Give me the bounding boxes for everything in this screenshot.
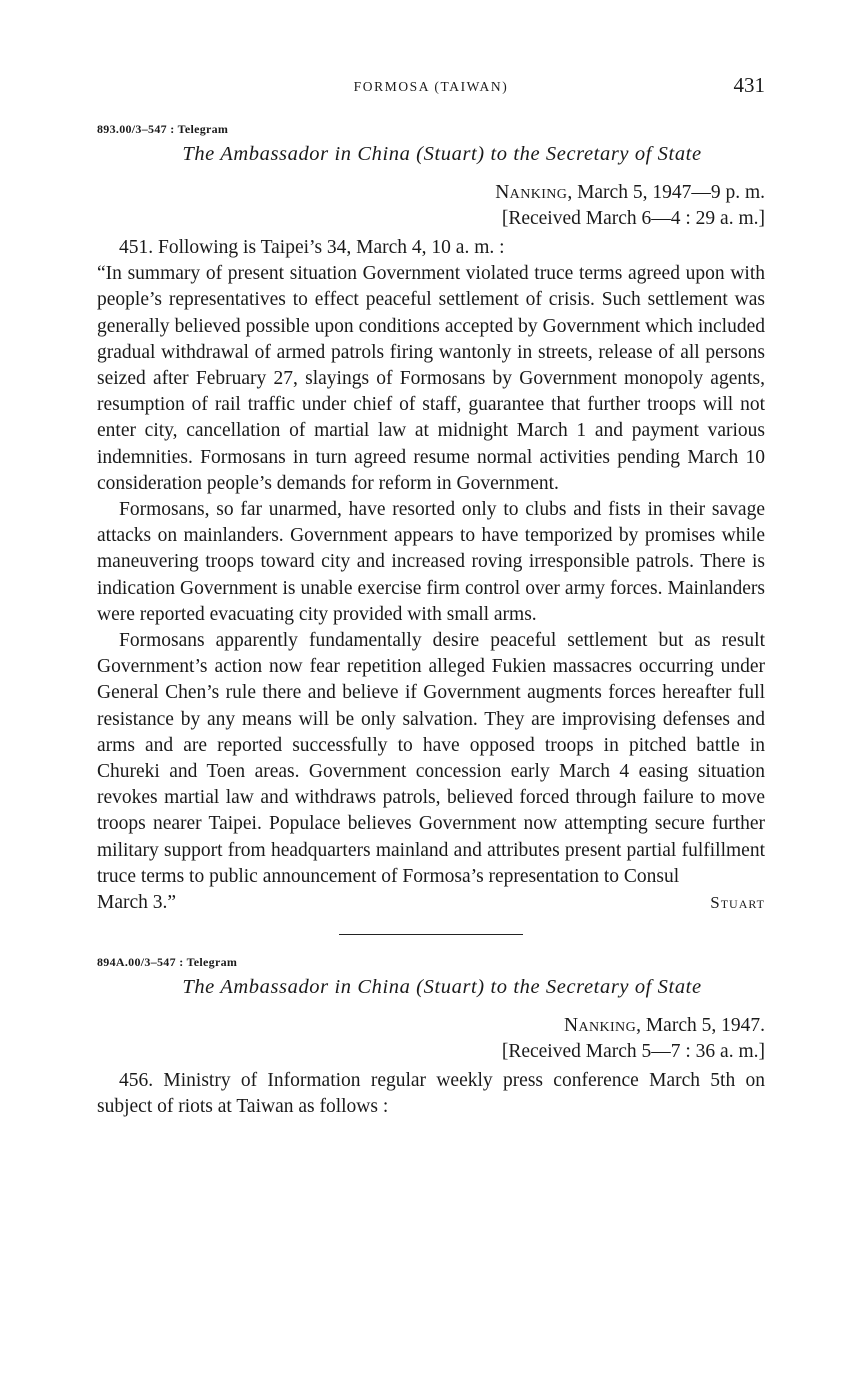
- dateline-place: Nanking: [563, 1015, 637, 1037]
- section-divider: [339, 934, 523, 935]
- telegram-body: [97, 1068, 765, 1120]
- received-note: [Received March 6—4 : 29 a. m.]: [501, 208, 765, 229]
- body-paragraph: “In summary of present situation Government violated truce terms agreed upon with people’s representatives to effect peaceful settlement of crisis. Such settlement was generally believed possible upon conditions accepted by Government which included gradual withdrawal of armed patrols firing wantonly in streets, release of all persons seized after February 27, slayings of Formosans by Government monopoly agents, resumption of rail traffic under chief of staff, guarantee that further troops will not enter city, cancellation of martial law at midnight March 1 and payment various indemnities. Formosans in turn agreed resume normal activities pending March 10 consideration people’s demands for reform in Government.: [97, 263, 765, 494]
- dateline-date: , March 5, 1947.: [636, 1015, 765, 1037]
- dateline: [97, 180, 765, 206]
- document-page: [97, 70, 765, 1121]
- dateline: [97, 1013, 765, 1039]
- running-title: FORMOSA (TAIWAN): [353, 79, 509, 94]
- telegram-body: [97, 235, 765, 916]
- document-heading: The Ambassador in China (Stuart) to the Secretary of State: [182, 143, 702, 165]
- body-paragraph: 456. Ministry of Information regular weekly press conference March 5th on subject of riots at Taiwan as follows :: [97, 1070, 765, 1118]
- signature: Stuart: [710, 893, 765, 913]
- dateline-date: , March 5, 1947—9 p. m.: [567, 182, 765, 203]
- document-heading: The Ambassador in China (Stuart) to the Secretary of State: [182, 976, 702, 999]
- file-reference: 894A.00/3–547 : Telegram: [97, 955, 238, 970]
- closing-line: [97, 890, 765, 916]
- body-paragraph: Formosans apparently fundamentally desire peaceful settlement but as result Government’s action now fear repetition alleged Fukien massacres occurring under General Chen’s rule there and believe if Government augments forces hereafter full resistance by any means will be only salvation. They are improvising defenses and arms and are reported successfully to have opposed troops in pitched battle in Chureki and Toen areas. Government concession early March 4 easing situation revokes martial law and withdraws patrols, believed forced through failure to move troops nearer Taipei. Populace believes Government now attempting secure further military support from headquarters mainland and attributes present partial fulfillment truce terms to public announcement of Formosa’s representation to Consul: [97, 630, 765, 887]
- telegram-451: [97, 120, 765, 916]
- body-paragraph: Formosans, so far unarmed, have resorted only to clubs and fists in their savage attacks on mainlanders. Government appears to have temporized by promises while maneuvering troops toward city and increased roving irresponsible patrols. There is indication Government is unable exercise firm control over army forces. Mainlanders were reported evacuating city provided with small arms.: [97, 499, 765, 625]
- file-reference: 893.00/3–547 : Telegram: [97, 122, 229, 136]
- received-note: [Received March 5—7 : 36 a. m.]: [501, 1041, 765, 1063]
- telegram-456: [97, 953, 765, 1120]
- dateline-place: Nanking: [495, 182, 568, 203]
- running-header: [97, 70, 765, 104]
- page-number: 431: [733, 73, 765, 97]
- closing-text: March 3.”: [97, 892, 177, 914]
- body-paragraph: 451. Following is Taipei’s 34, March 4, 10 a. m. :: [119, 237, 505, 258]
